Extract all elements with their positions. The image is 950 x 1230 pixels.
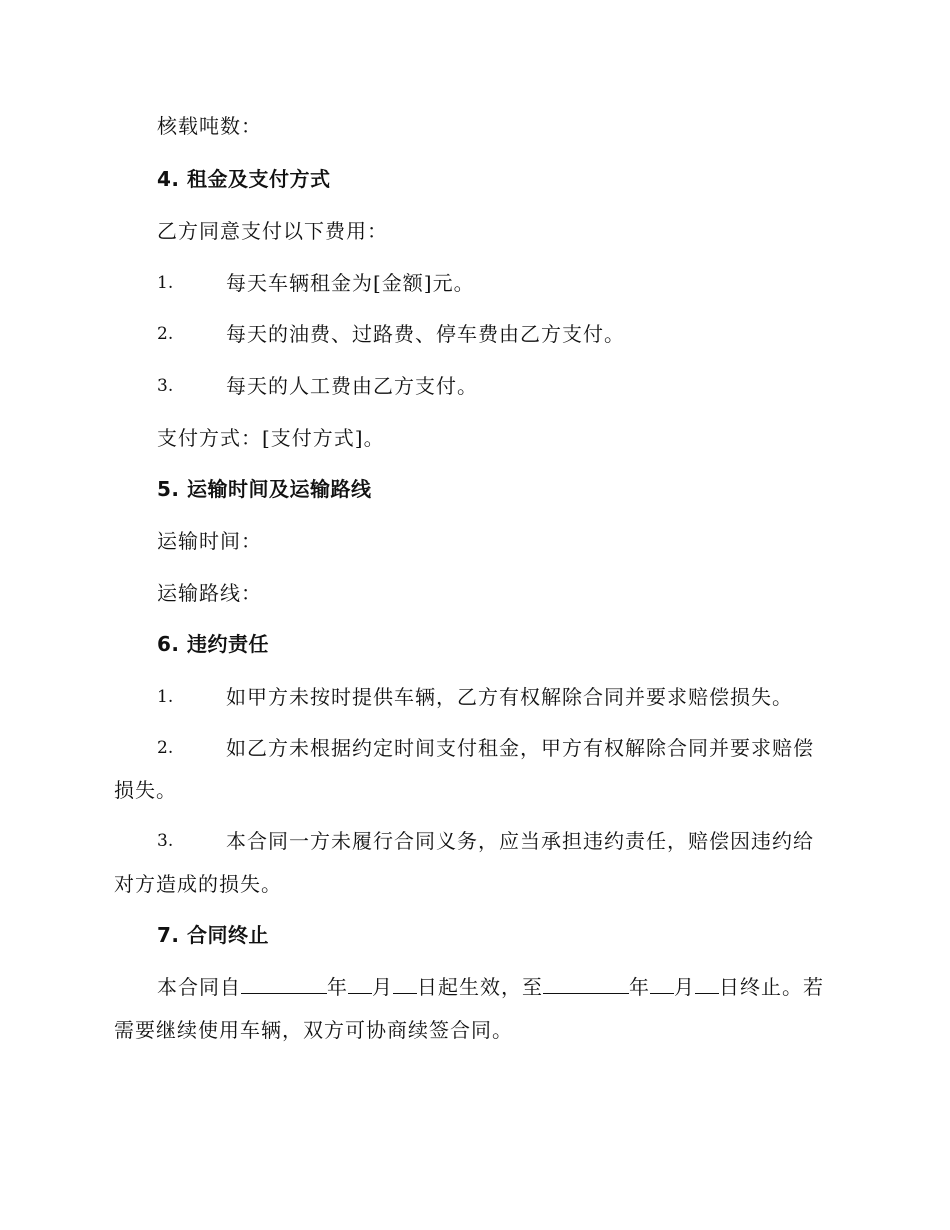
- breach-item-number: 3.: [157, 831, 174, 851]
- rent-item-number: 3.: [157, 376, 174, 396]
- transport-time: 运输时间：: [157, 529, 262, 553]
- breach-item-text-cont: 损失。: [114, 778, 177, 802]
- end-day-blank: [695, 975, 719, 994]
- rent-item-number: 1.: [157, 273, 174, 293]
- transport-route: 运输路线：: [157, 581, 262, 605]
- section-7-heading: 7. 合同终止: [157, 923, 269, 947]
- breach-item-text-cont: 对方造成的损失。: [114, 872, 282, 896]
- end-year-blank: [543, 975, 629, 994]
- start-month-blank: [348, 975, 372, 994]
- termination-text: 年: [327, 975, 348, 999]
- breach-item-number: 2.: [157, 738, 174, 758]
- termination-text: 日起生效，至: [417, 975, 543, 999]
- breach-item-text: 本合同一方未履行合同义务，应当承担违约责任，赔偿因违约给: [226, 829, 814, 853]
- termination-text: 年: [629, 975, 650, 999]
- termination-line-cont: 需要继续使用车辆，双方可协商续签合同。: [114, 1018, 513, 1042]
- end-month-blank: [650, 975, 674, 994]
- start-year-blank: [241, 975, 327, 994]
- termination-text: 月: [372, 975, 393, 999]
- rent-item-text: 每天的油费、过路费、停车费由乙方支付。: [226, 322, 625, 346]
- rent-item-text: 每天的人工费由乙方支付。: [226, 374, 478, 398]
- section-6-heading: 6. 违约责任: [157, 632, 269, 656]
- rent-item-number: 2.: [157, 324, 174, 344]
- section-4-heading: 4. 租金及支付方式: [157, 167, 331, 191]
- start-day-blank: [393, 975, 417, 994]
- section-5-heading: 5. 运输时间及运输路线: [157, 477, 372, 501]
- breach-item-number: 1.: [157, 687, 174, 707]
- termination-text: 月: [674, 975, 695, 999]
- rent-item-text: 每天车辆租金为[金额]元。: [226, 271, 475, 295]
- payment-method: 支付方式：[支付方式]。: [157, 426, 385, 450]
- rent-intro: 乙方同意支付以下费用：: [157, 219, 388, 243]
- tonnage-line: 核载吨数：: [157, 114, 262, 138]
- termination-text: 日终止。若: [719, 975, 824, 999]
- termination-line: [157, 975, 824, 999]
- breach-item-text: 如甲方未按时提供车辆，乙方有权解除合同并要求赔偿损失。: [226, 685, 793, 709]
- termination-text: 本合同自: [157, 975, 241, 999]
- breach-item-text: 如乙方未根据约定时间支付租金，甲方有权解除合同并要求赔偿: [226, 736, 814, 760]
